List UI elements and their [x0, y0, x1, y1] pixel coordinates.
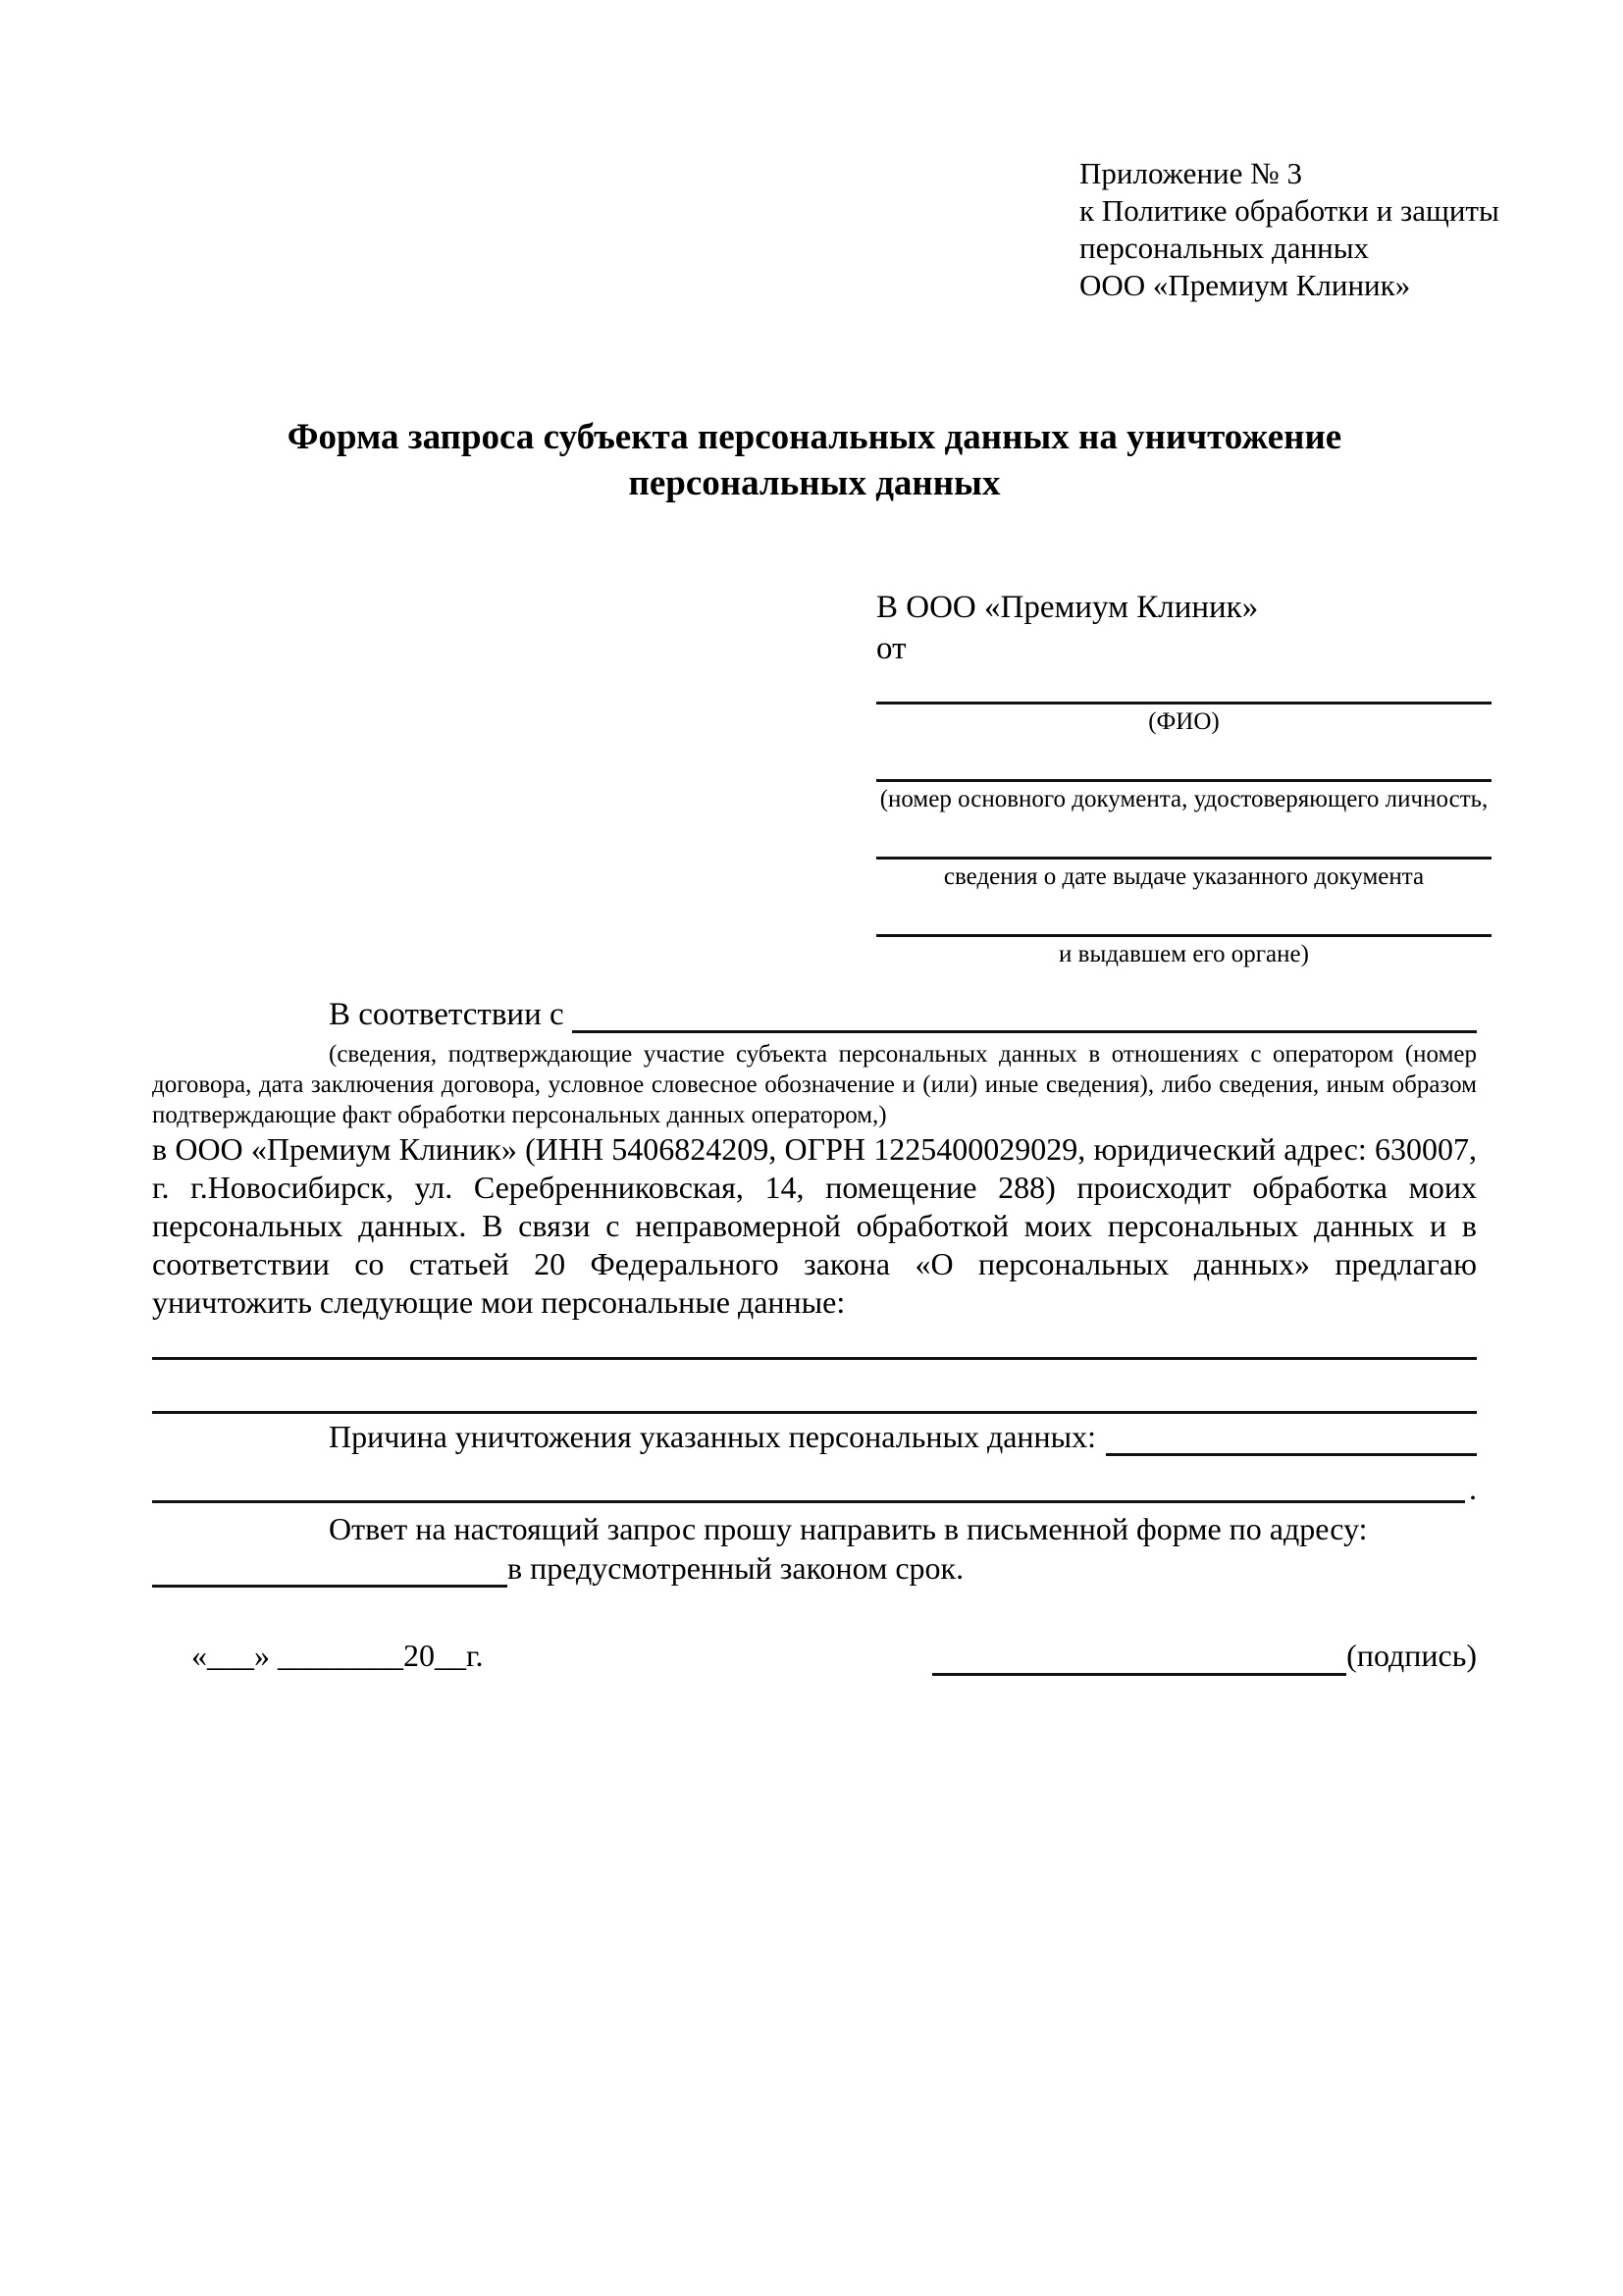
- response-tail: в предусмотренный законом срок.: [507, 1550, 965, 1586]
- fio-blank-line: [876, 669, 1492, 704]
- reason-row: [152, 1417, 1477, 1456]
- addressee-from-label: от: [876, 631, 907, 666]
- document-title: Форма запроса субъекта персональных данных на уничтожение персональных данных: [287, 417, 1342, 503]
- according-row: [152, 997, 1477, 1033]
- appendix-line: ООО «Премиум Клиник»: [1079, 268, 1411, 302]
- document-content: [152, 0, 1499, 1676]
- according-footnote: (сведения, подтверждающие участие субъекта персональных данных в отношениях с оператором (номер договора, дата заключения договора, условное словесное обозначение и (или) иные сведения), либо сведения, иным образом подтверждающие факт обработки персональных данных оператором,): [152, 1041, 1477, 1128]
- signature-group: [932, 1635, 1477, 1676]
- body-paragraph: в ООО «Премиум Клиник» (ИНН 5406824209, ОГРН 1225400029029, юридический адрес: 630007, г. г.Новосибирск, ул. Серебренниковская, 14, помещение 288) происходит обработка моих персональных данных. В связи с неправомерной обработкой моих персональных данных и в соответствии со статьей 20 Федерального закона «О персональных данных» предлагаю уничтожить следующие мои персональные данные:: [152, 1131, 1477, 1320]
- issue-date-caption: сведения о дате выдаче указанного документа: [943, 863, 1425, 890]
- issuing-authority-blank-line: [876, 892, 1492, 937]
- response-paragraph: Ответ на настоящий запрос прошу направить в письменной форме по адресу:: [329, 1511, 1368, 1546]
- appendix-line: персональных данных: [1079, 231, 1370, 265]
- signature-blank-line: [932, 1643, 1346, 1676]
- personal-data-blank-line-2: [152, 1411, 1477, 1414]
- address-row: [152, 1548, 1477, 1588]
- line-period: .: [1469, 1471, 1477, 1506]
- according-blank-line: [572, 1000, 1477, 1033]
- fio-caption: (ФИО): [1148, 708, 1220, 735]
- reason-blank-line-2: [152, 1470, 1465, 1503]
- date-field: «___» ________20__г.: [191, 1638, 484, 1673]
- reason-label: Причина уничтожения указанных персональных данных:: [329, 1419, 1097, 1454]
- reason-blank-line: [1106, 1423, 1477, 1456]
- signature-caption: (подпись): [1346, 1638, 1477, 1673]
- issue-date-blank-line: [876, 814, 1492, 860]
- personal-data-blank-line-1: [152, 1357, 1477, 1360]
- issuing-authority-caption: и выдавшем его органе): [1059, 941, 1309, 967]
- document-number-caption: (номер основного документа, удостоверяющего личность,: [879, 786, 1489, 812]
- appendix-line: к Политике обработки и защиты: [1079, 193, 1499, 228]
- addressee-block: [876, 587, 1492, 969]
- according-lead: В соответствии с: [329, 997, 564, 1032]
- appendix-header: [1079, 155, 1499, 304]
- addressee-organization: В ООО «Премиум Клиник»: [876, 590, 1259, 625]
- appendix-line: Приложение № 3: [1079, 156, 1302, 190]
- document-number-blank-line: [876, 737, 1492, 782]
- date-signature-row: [152, 1635, 1477, 1676]
- reason-continuation-row: [152, 1470, 1477, 1506]
- address-blank-line: [152, 1554, 507, 1588]
